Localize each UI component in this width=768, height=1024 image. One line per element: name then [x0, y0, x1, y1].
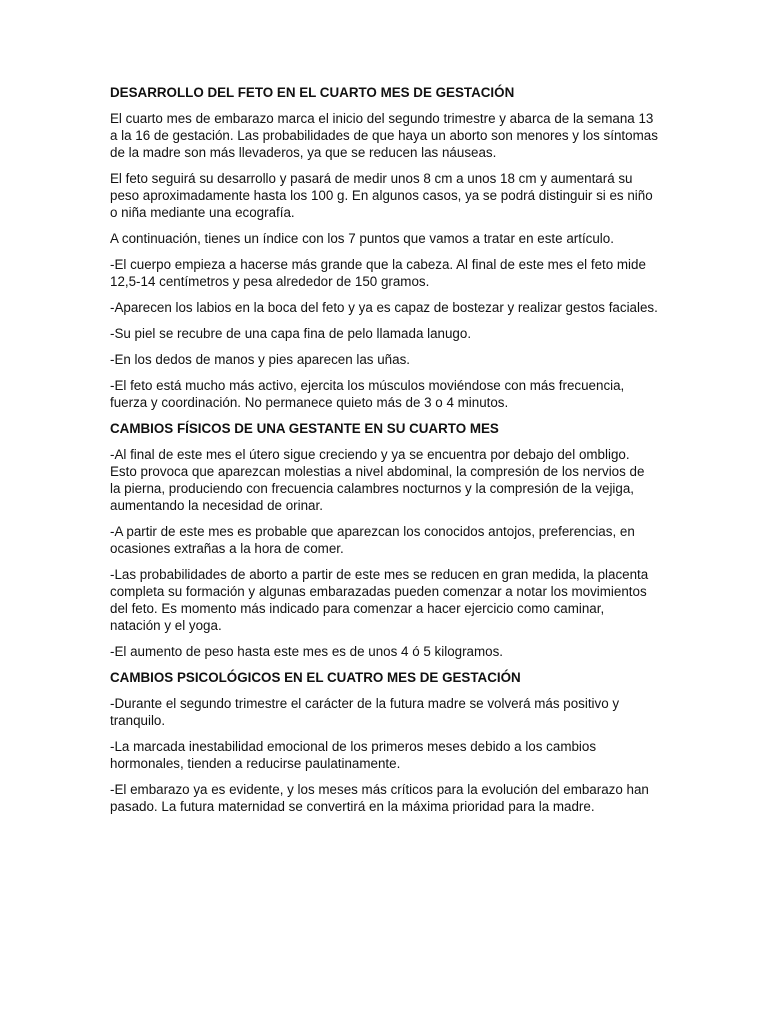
list-item: -Aparecen los labios en la boca del feto y ya es capaz de bostezar y realizar gestos faciales. — [110, 300, 658, 315]
list-item: -El cuerpo empieza a hacerse más grande que la cabeza. Al final de este mes el feto mide 12,5-14 centímetros y pesa alrededor de 150 gramos. — [110, 257, 646, 289]
paragraph: El cuarto mes de embarazo marca el inicio del segundo trimestre y abarca de la semana 13 a la 16 de gestación. Las probabilidades de que haya un aborto son menores y los síntomas de la madre son más llevaderos, ya que se reducen las náuseas. — [110, 111, 658, 160]
document-page — [110, 84, 658, 824]
section-heading-fetal-development: DESARROLLO DEL FETO EN EL CUARTO MES DE GESTACIÓN — [110, 85, 515, 100]
paragraph: A continuación, tienes un índice con los 7 puntos que vamos a tratar en este artículo. — [110, 231, 614, 246]
list-item: -El aumento de peso hasta este mes es de unos 4 ó 5 kilogramos. — [110, 644, 504, 659]
list-item: -La marcada inestabilidad emocional de los primeros meses debido a los cambios hormonales, tienden a reducirse paulatinamente. — [110, 739, 597, 771]
list-item: -Durante el segundo trimestre el carácter de la futura madre se volverá más positivo y tranquilo. — [110, 696, 620, 728]
list-item: -A partir de este mes es probable que aparezcan los conocidos antojos, preferencias, en ocasiones extrañas a la hora de comer. — [110, 524, 635, 556]
paragraph: El feto seguirá su desarrollo y pasará de medir unos 8 cm a unos 18 cm y aumentará su peso aproximadamente hasta los 100 g. En algunos casos, ya se podrá distinguir si es niño o niña mediante una ecografía. — [110, 171, 653, 220]
list-item: -Las probabilidades de aborto a partir de este mes se reducen en gran medida, la placenta completa su formación y algunas embarazadas pueden comenzar a notar los movimientos del feto. Es momento más indicado para comenzar a hacer ejercicio como caminar, natación y el yoga. — [110, 567, 649, 633]
list-item: -El feto está mucho más activo, ejercita los músculos moviéndose con más frecuencia, fuerza y coordinación. No permanece quieto más de 3 o 4 minutos. — [110, 378, 625, 410]
list-item: -Su piel se recubre de una capa fina de pelo llamada lanugo. — [110, 326, 472, 341]
list-item: -El embarazo ya es evidente, y los meses más críticos para la evolución del embarazo han pasado. La futura maternidad se convertirá en la máxima prioridad para la madre. — [110, 782, 649, 814]
list-item: -En los dedos de manos y pies aparecen las uñas. — [110, 352, 410, 367]
section-heading-physical-changes: CAMBIOS FÍSICOS DE UNA GESTANTE EN SU CUARTO MES — [110, 421, 499, 436]
section-heading-psychological-changes: CAMBIOS PSICOLÓGICOS EN EL CUATRO MES DE GESTACIÓN — [110, 670, 521, 685]
list-item: -Al final de este mes el útero sigue creciendo y ya se encuentra por debajo del ombligo. Esto provoca que aparezcan molestias a nivel abdominal, la compresión de los nervios de la pierna, produciendo con frecuencia calambres nocturnos y la compresión de la vejiga, aumentando la necesidad de orinar. — [110, 447, 645, 513]
